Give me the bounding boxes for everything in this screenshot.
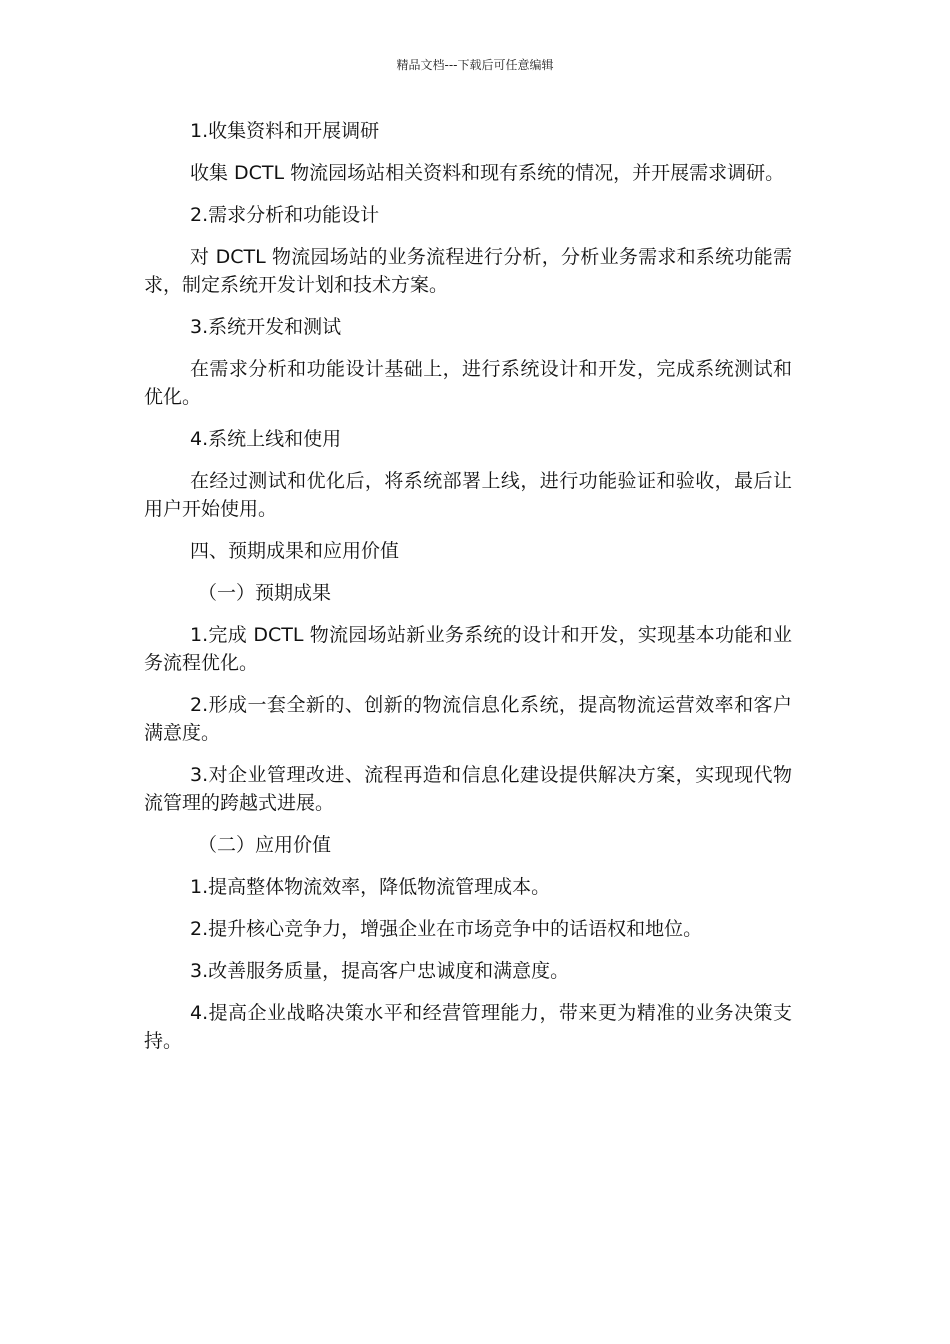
paragraph-step-2-title: 2.需求分析和功能设计 bbox=[190, 204, 380, 226]
paragraph-step-1-body: 收集 DCTL 物流园场站相关资料和现有系统的情况，并开展需求调研。 bbox=[190, 162, 785, 184]
paragraph-step-4-title: 4.系统上线和使用 bbox=[190, 428, 342, 450]
paragraph-step-1-title: 1.收集资料和开展调研 bbox=[190, 120, 380, 142]
paragraph-step-3-title: 3.系统开发和测试 bbox=[190, 316, 342, 338]
paragraph-outcome-3: 3.对企业管理改进、流程再造和信息化建设提供解决方案，实现现代物流管理的跨越式进展。 bbox=[144, 764, 792, 814]
paragraph-step-4-body: 在经过测试和优化后，将系统部署上线，进行功能验证和验收，最后让用户开始使用。 bbox=[144, 470, 792, 520]
paragraph-value-4: 4.提高企业战略决策水平和经营管理能力，带来更为精准的业务决策支持。 bbox=[144, 1002, 792, 1052]
section-heading-expected-results: 四、预期成果和应用价值 bbox=[190, 540, 400, 562]
subsection-heading-application-value: （二）应用价值 bbox=[198, 834, 332, 856]
paragraph-value-3: 3.改善服务质量，提高客户忠诚度和满意度。 bbox=[190, 960, 570, 982]
paragraph-outcome-2: 2.形成一套全新的、创新的物流信息化系统，提高物流运营效率和客户满意度。 bbox=[144, 694, 792, 744]
paragraph-outcome-1: 1.完成 DCTL 物流园场站新业务系统的设计和开发，实现基本功能和业务流程优化。 bbox=[144, 624, 792, 674]
paragraph-value-1: 1.提高整体物流效率，降低物流管理成本。 bbox=[190, 876, 551, 898]
subsection-heading-expected-outcomes: （一）预期成果 bbox=[198, 582, 332, 604]
paragraph-step-2-body: 对 DCTL 物流园场站的业务流程进行分析，分析业务需求和系统功能需求，制定系统开发计划和技术方案。 bbox=[144, 246, 792, 296]
page-header: 精品文档---下载后可任意编辑 bbox=[396, 58, 554, 72]
paragraph-step-3-body: 在需求分析和功能设计基础上，进行系统设计和开发，完成系统测试和优化。 bbox=[144, 358, 792, 408]
document-body bbox=[144, 117, 792, 1069]
paragraph-value-2: 2.提升核心竞争力，增强企业在市场竞争中的话语权和地位。 bbox=[190, 918, 703, 940]
